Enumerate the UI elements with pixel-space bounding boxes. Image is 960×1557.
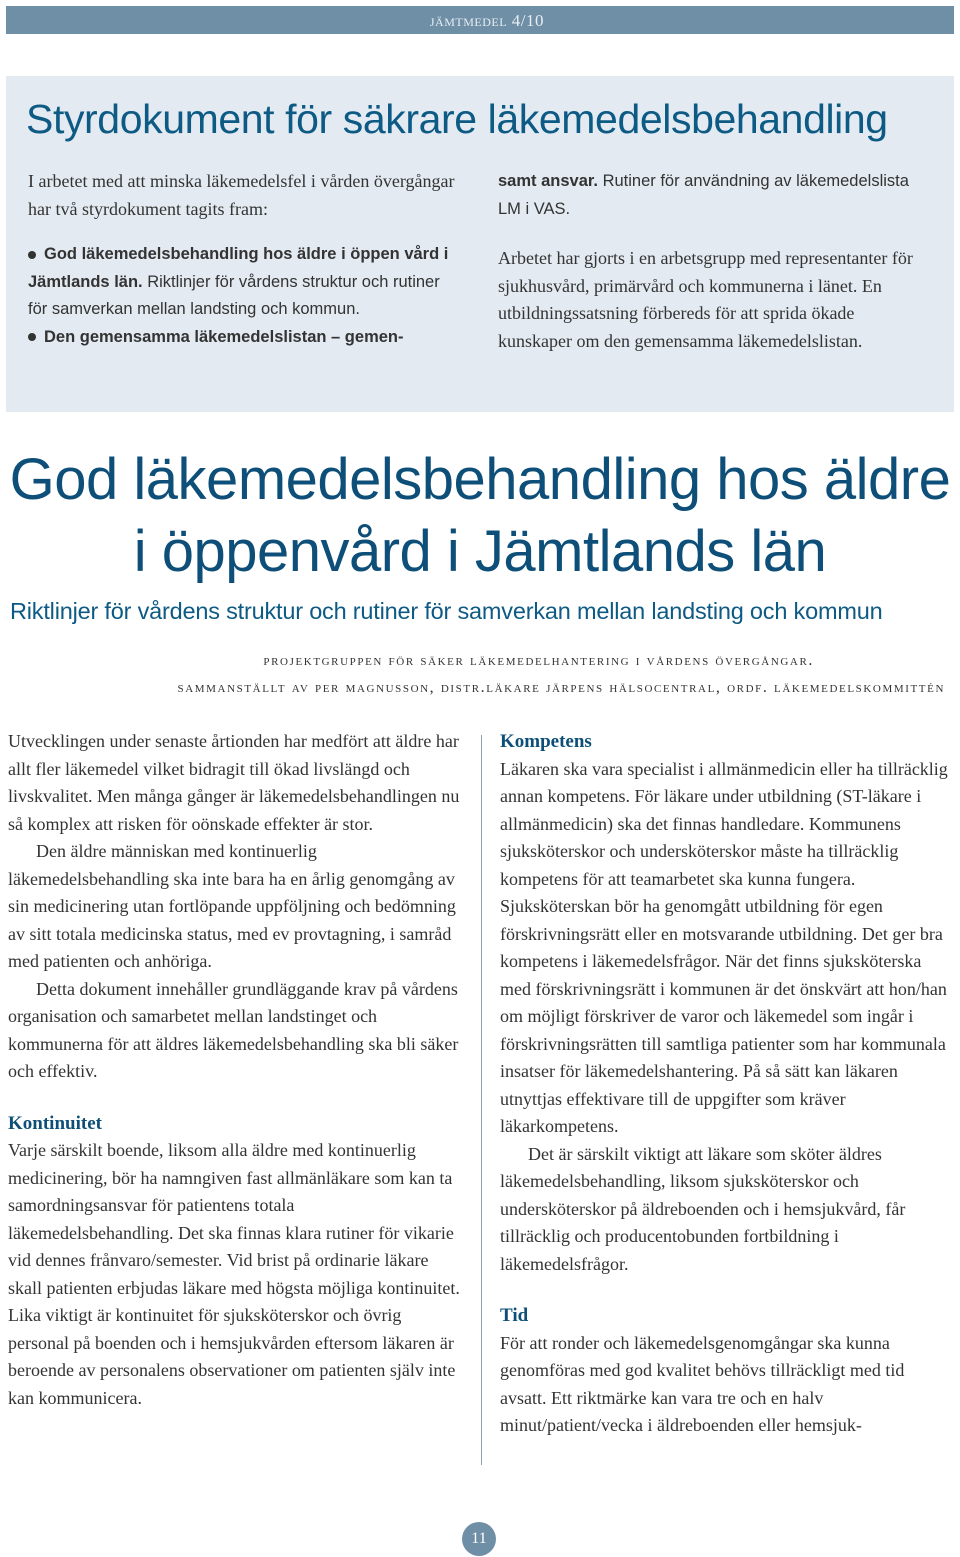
paragraph: Det är särskilt viktigt att läkare som sköter äldres läkemedelsbehandling, liksom sjuksköterskor och undersköterskor på äldreboenden och i hemsjukvård, får tillräcklig och producentobunden fortbildning i läkemedelsfrågor. — [500, 1143, 906, 1274]
byline-1: projektgruppen för säker läkemedelhantering i vårdens övergångar. — [263, 652, 814, 669]
info-bullet-2 — [28, 324, 458, 352]
info-box-title: Styrdokument för säkrare läkemedelsbehandling — [26, 96, 888, 142]
info-box-right-column — [498, 168, 928, 355]
page-number: 11 — [462, 1522, 496, 1556]
bullet-icon — [28, 251, 36, 259]
info-intro: I arbetet med att minska läkemedelsfel i vården övergångar har två styrdokument tagits fram: — [28, 171, 455, 219]
article-title-line-1: God läkemedelsbehandling hos äldre — [9, 447, 951, 512]
paragraph: Utvecklingen under senaste årtionden har medfört att äldre har allt fler läkemedel vilket bidragit till ökad livslängd och livskvalitet. Men många gånger är läkemedelsbehandlingen nu så komplex att risken för oönskade effekter är stor. — [8, 731, 460, 834]
heading-kontinuitet: Kontinuitet — [8, 1112, 102, 1134]
paragraph: Detta dokument innehåller grundläggande krav på vårdens organisation och samarbetet mellan landstinget och kommunerna för att äldres läkemedelsbehandling ska bli säker och effektiv. — [8, 978, 459, 1081]
heading-kompetens: Kompetens — [500, 731, 592, 752]
info-bullet-1-text: Riktlinjer för vårdens struktur och rutiner för samverkan mellan landsting och kommun. — [28, 272, 440, 318]
paragraph: Varje särskilt boende, liksom alla äldre med kontinuerlig medicinering, bör ha namngiven fast allmänläkare som kan ta samordningsansvar för patientens totala läkemedelsbehandling. Det ska finnas klara rutiner för vikarie vid dennes frånvaro/semester. Vid brist på ordinarie läkare skall patienten erbjudas läkare med högsta möjliga kontinuitet. Lika viktigt är kontinuitet för sjuksköterskor och övrig personal på boenden och i hemsjukvården eftersom läkaren är beroende av personalens observationer om patienten själv inte kan kommunicera. — [8, 1140, 460, 1408]
paragraph: Läkaren ska vara specialist i allmänmedicin eller ha tillräcklig annan kompetens. För läkare under utbildning (ST-läkare i allmänmedicin) ska det finnas handledare. Kommunens sjuksköterskor och undersköterskor måste ha tillräcklig kompetens för att teamarbetet ska kunna fungera. Sjuksköterskan bör ha genomgått utbildning för egen förskrivningsrätt eller en motsvarande utbildning. Det ger bra kompetens i läkemedelsfrågor. När det finns sjuksköterska med förskrivningsrätt i kommunen är det önskvärt att hon/han om möjligt förskriver de varor och läkemedel som ingår i förskrivningsrätten till samtliga patienter som har kommunala insatser för läkemedelshantering. På så sätt kan läkaren utnyttjas effektivare till de uppgifter som kräver läkarkompetens. — [500, 758, 948, 1136]
header-bar — [6, 6, 954, 34]
bullet-icon — [28, 333, 36, 341]
info-right-text — [498, 168, 928, 223]
paragraph: För att ronder och läkemedelsgenomgångar ska kunna genomföras med god kvalitet behövs tillräckligt med tid avsatt. Ett riktmärke kan vara tre och en halv minut/patient/vecka i äldreboenden eller hemsjuk- — [500, 1332, 905, 1435]
running-title: jämtmedel 4/10 — [429, 11, 544, 30]
heading-tid: Tid — [500, 1305, 529, 1326]
info-bullet-1-bold: God läkemedelsbehandling hos äldre i öppen vård i Jämtlands län. — [28, 245, 449, 291]
info-box-left-column — [28, 168, 458, 351]
paragraph: Den äldre människan med kontinuerlig läkemedelsbehandling ska inte bara ha en årlig genomgång av sin medicinering utan fortlöpande uppföljning och bedömning av sitt totala medicinska status, med ev provtagning, i samråd med patienten och anhöriga. — [8, 841, 456, 971]
article-subtitle: Riktlinjer för vårdens struktur och rutiner för samverkan mellan landsting och kommun — [10, 598, 883, 624]
byline-2: sammanställt av per magnusson, distr.läkare järpens hälsocentral, ordf. läkemedelskommittén — [177, 679, 945, 696]
info-right-paragraph: Arbetet har gjorts i en arbetsgrupp med representanter för sjukhusvård, primärvård och kommunerna i länet. En utbildningssatsning förbereds för att sprida ökade kunskaper om den gemensamma läkemedelslistan. — [498, 248, 913, 351]
info-bullet-2-bold: Den gemensamma läkemedelslistan – gemen- — [44, 327, 404, 346]
info-right-plain: Rutiner för användning av läkemedelslista LM i VAS. — [498, 172, 909, 218]
info-bullet-1 — [28, 241, 458, 324]
article-title — [0, 444, 960, 588]
info-right-bold: samt ansvar. — [498, 172, 598, 190]
article-title-line-2: i öppenvård i Jämtlands län — [133, 519, 827, 584]
column-divider — [481, 735, 482, 1465]
article-left-column — [8, 728, 463, 1412]
article-right-column — [500, 728, 955, 1440]
